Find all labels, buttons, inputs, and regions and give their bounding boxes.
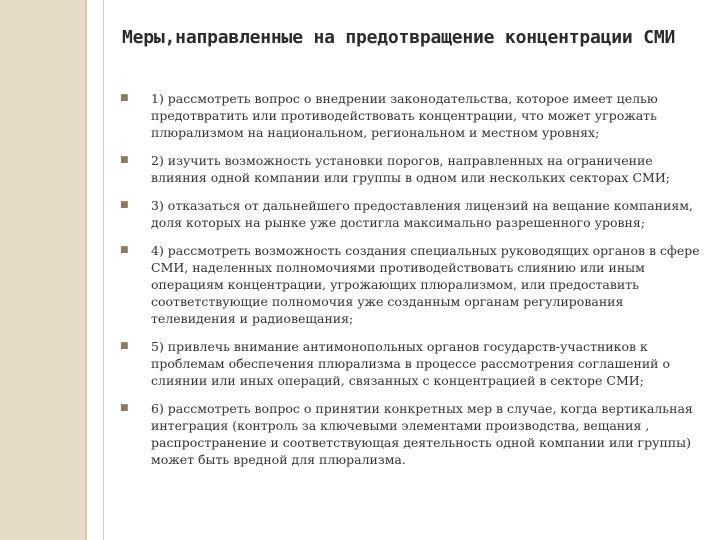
list-item-text: 2) изучить возможность установки порогов, направленных на ограничение влияния одной компании или группы в одном или нескольких секторах СМИ; (151, 153, 670, 185)
bullet-list (118, 90, 706, 479)
list-item-text: 1) рассмотреть вопрос о внедрении законодательства, которое имеет целью предотвратить или противодействовать концентрации, что может угрожать плюрализмом на национальном, региональном и местном уровнях; (151, 91, 658, 140)
list-item (118, 152, 706, 186)
list-item (118, 400, 706, 468)
list-item-text: 4) рассмотреть возможность создания специальных руководящих органов в сфере СМИ, наделенных полномочиями противодействовать слиянию или иным операциям концентрации, угрожающих плюрализмом, или предоставить соответствующие полномочия уже созданным органам регулирования телевидения и радиовещания; (151, 243, 700, 326)
square-bullet-icon: ■ (120, 93, 129, 103)
square-bullet-icon: ■ (120, 403, 129, 413)
square-bullet-icon: ■ (120, 245, 129, 255)
square-bullet-icon: ■ (120, 200, 129, 210)
square-bullet-icon: ■ (120, 155, 129, 165)
list-item-text: 6) рассмотреть вопрос о принятии конкретных мер в случае, когда вертикальная интеграция (контроль за ключевыми элементами производства, вещания , распространение и соответствующая деятельность одной компании или группы) может быть вредной для плюрализма. (151, 401, 693, 467)
list-item (118, 338, 706, 389)
decorative-divider (85, 0, 87, 540)
slide-content (103, 0, 720, 540)
list-item (118, 242, 706, 327)
decorative-side-band (0, 0, 85, 540)
list-item (118, 197, 706, 231)
list-item-text: 3) отказаться от дальнейшего предоставления лицензий на вещание компаниям, доля которых на рынке уже достигла максимально разрешенного уровня; (151, 198, 693, 230)
list-item (118, 90, 706, 141)
square-bullet-icon: ■ (120, 341, 129, 351)
slide-title: Меры,направленные на предотвращение концентрации СМИ (122, 27, 676, 48)
list-item-text: 5) привлечь внимание антимонопольных органов государств-участников к проблемам обеспечения плюрализма в процессе рассмотрения соглашений о слиянии или иных операций, связанных с концентрацией в секторе СМИ; (151, 339, 671, 388)
